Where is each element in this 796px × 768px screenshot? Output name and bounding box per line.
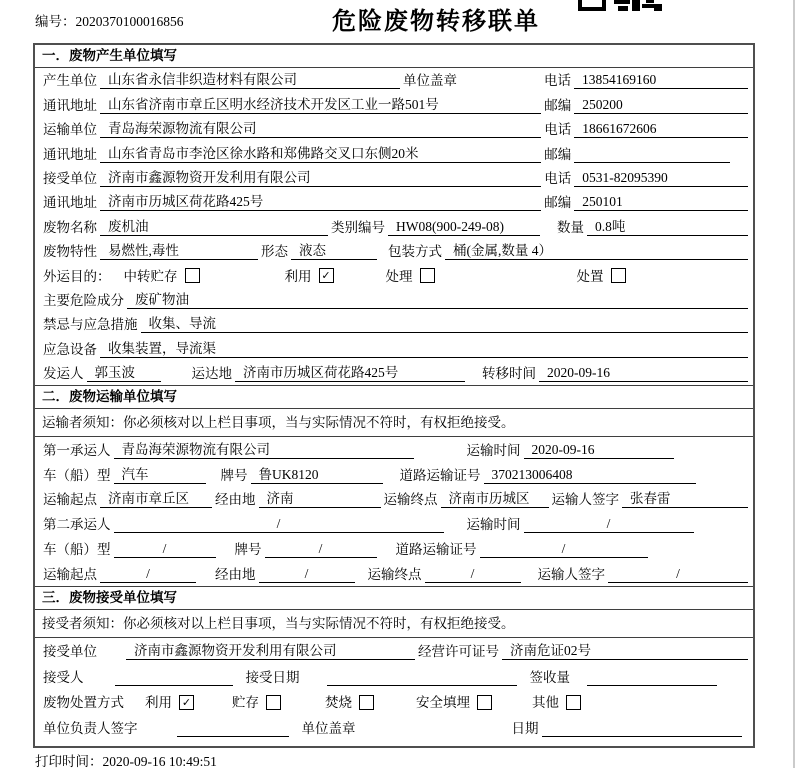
- transfer-date-label: 转移时间: [482, 366, 536, 382]
- transporter-address-value: 山东省青岛市李沧区徐水路和郑佛路交叉口东侧20米: [100, 142, 541, 163]
- vehicle-type1-label: 车（船）型: [43, 467, 111, 483]
- qr-code-fragment-icon: [578, 0, 662, 11]
- disposal-option-other: [532, 691, 581, 711]
- route-start1-label: 运输起点: [43, 492, 97, 508]
- transporter-unit-label: 运输单位: [43, 122, 97, 138]
- waste-character-value: 易燃性,毒性: [100, 239, 258, 260]
- transporter-sign1-value: 张春雷: [622, 487, 748, 508]
- route-end1-value: 济南市历城区: [441, 487, 549, 508]
- acceptor-value: [115, 685, 233, 686]
- disposal-option-storage-label: 贮存: [232, 695, 259, 711]
- field-row-transporter: [35, 117, 753, 141]
- purpose-option-dispose-label: 处置: [576, 268, 604, 284]
- taboo-measures-value: 收集、导流: [141, 312, 749, 333]
- receiver-zip-label: 邮编: [544, 195, 572, 211]
- road-permit1-label: 道路运输证号: [399, 467, 481, 483]
- transfer-purpose-label: 外运目的：: [43, 268, 111, 284]
- section-1-header: 一．废物产生单位填写: [35, 45, 753, 68]
- transporter-notice: 运输者须知：你必须核对以上栏目事项，当与实际情况不符时，有权拒绝接受。: [35, 409, 753, 437]
- disposal-option-landfill-label: 安全填埋: [416, 695, 470, 711]
- producer-address-value: 山东省济南市章丘区明水经济技术开发区工业一路501号: [100, 93, 541, 114]
- form-value: 液态: [291, 239, 377, 260]
- destination-label: 运达地: [191, 366, 232, 382]
- receiver-address-label: 通讯地址: [43, 195, 97, 211]
- purpose-option-utilize: [285, 265, 334, 285]
- accept-date-label: 接受日期: [245, 669, 300, 685]
- plate1-value: 鲁UK8120: [251, 463, 383, 484]
- field-row-waste-character: [35, 239, 753, 263]
- plate2-label: 牌号: [234, 542, 262, 558]
- waste-name-value: 废机油: [100, 215, 328, 236]
- disposal-option-storage: [232, 691, 281, 711]
- purpose-dispose-checkbox: [611, 268, 626, 283]
- purpose-option-dispose: [577, 265, 626, 285]
- acceptor-label: 接受人: [43, 669, 84, 685]
- field-row-transporter-address: [35, 141, 753, 165]
- signed-qty-label: 签收量: [529, 669, 570, 685]
- field-row-carrier1: [35, 437, 753, 462]
- disposal-storage-checkbox: [266, 695, 281, 710]
- plate2-value: /: [265, 541, 377, 558]
- transporter-zip-value: [574, 162, 730, 163]
- field-row-receiver-address: [35, 190, 753, 214]
- receiver-unit-label: 接受单位: [43, 170, 97, 186]
- print-time: [35, 750, 217, 768]
- section-3-header: 三．废物接受单位填写: [35, 586, 753, 610]
- waste-character-label: 废物特性: [43, 244, 97, 260]
- accept-unit-label: 接受单位: [43, 644, 97, 660]
- transporter-address-label: 通讯地址: [43, 146, 97, 162]
- purpose-treat-checkbox: [420, 268, 435, 283]
- print-time-value: 2020-09-16 10:49:51: [102, 754, 217, 768]
- transporter-unit-value: 青岛海荣源物流有限公司: [100, 117, 541, 138]
- packing-label: 包装方式: [388, 244, 442, 260]
- unit-seal-label-2: 单位盖章: [301, 720, 356, 736]
- seal-date-value: [542, 736, 742, 737]
- producer-unit-label: 产生单位: [43, 73, 97, 89]
- plate1-label: 牌号: [220, 467, 248, 483]
- route-via2-label: 经由地: [215, 566, 256, 582]
- transport-time1-value: 2020-09-16: [524, 442, 674, 459]
- route-via1-label: 经由地: [215, 492, 256, 508]
- route-end2-label: 运输终点: [367, 566, 422, 582]
- transfer-form-table: [33, 43, 755, 748]
- emergency-equipment-label: 应急设备: [43, 341, 97, 357]
- doc-number: [35, 10, 184, 30]
- field-row-carrier2: [35, 511, 753, 536]
- disposal-method-label: 废物处置方式: [43, 695, 124, 711]
- field-row-emergency-equipment: [35, 336, 753, 360]
- transport-time2-label: 运输时间: [466, 517, 521, 533]
- category-code-label: 类别编号: [331, 219, 385, 235]
- field-row-receiver: [35, 166, 753, 190]
- field-row-acceptor: [35, 663, 753, 689]
- producer-phone-label: 电话: [544, 73, 571, 89]
- purpose-option-storage: [124, 265, 200, 285]
- route-end2-value: /: [425, 566, 521, 583]
- receiver-address-value: 济南市历城区荷花路425号: [100, 190, 541, 211]
- purpose-storage-checkbox: [185, 268, 200, 283]
- transfer-date-value: 2020-09-16: [539, 365, 748, 382]
- vehicle-type1-value: 汽车: [114, 463, 206, 484]
- receiver-notice: 接受者须知：你必须核对以上栏目事项，当与实际情况不符时，有权拒绝接受。: [35, 610, 753, 638]
- field-row-accept-unit: [35, 638, 753, 664]
- license-no-value: 济南危证02号: [502, 639, 748, 660]
- producer-zip-label: 邮编: [544, 97, 572, 113]
- accept-unit-value: 济南市鑫源物资开发利用有限公司: [126, 639, 415, 660]
- field-row-taboo-measures: [35, 312, 753, 336]
- route-start1-value: 济南市章丘区: [100, 487, 212, 508]
- transporter-phone-label: 电话: [544, 122, 572, 138]
- field-row-route1: [35, 487, 753, 512]
- producer-zip-value: 250200: [574, 97, 748, 114]
- hazard-component-label: 主要危险成分: [43, 292, 124, 308]
- vehicle-type2-value: /: [114, 541, 216, 558]
- field-row-route2: [35, 561, 753, 586]
- field-row-shipper: [35, 361, 753, 385]
- purpose-option-storage-label: 中转贮存: [123, 268, 178, 284]
- license-no-label: 经营许可证号: [417, 644, 499, 660]
- shipper-value: 郭玉波: [87, 361, 161, 382]
- taboo-measures-label: 禁忌与应急措施: [43, 317, 138, 333]
- waste-name-label: 废物名称: [43, 219, 97, 235]
- purpose-utilize-checkbox: ✓: [319, 268, 334, 283]
- carrier1-label: 第一承运人: [43, 442, 111, 458]
- seal-date-label: 日期: [511, 720, 539, 736]
- packing-value: 桶(金属,数量 4）: [445, 239, 748, 260]
- disposal-other-checkbox: [566, 695, 581, 710]
- receiver-unit-value: 济南市鑫源物资开发利用有限公司: [100, 166, 541, 187]
- carrier2-value: /: [114, 516, 444, 533]
- receiver-phone-value: 0531-82095390: [574, 170, 748, 187]
- route-via2-value: /: [259, 566, 355, 583]
- purpose-option-treat: [386, 265, 435, 285]
- page-title: 危险废物转移联单: [332, 8, 540, 35]
- disposal-option-utilize-label: 利用: [145, 695, 172, 711]
- field-row-vehicle2: [35, 536, 753, 561]
- carrier2-label: 第二承运人: [43, 517, 111, 533]
- disposal-utilize-checkbox: ✓: [179, 695, 194, 710]
- section-2-header: 二．废物运输单位填写: [35, 385, 753, 409]
- transporter-zip-label: 邮编: [544, 146, 572, 162]
- field-row-waste-name: [35, 214, 753, 238]
- route-via1-value: 济南: [259, 487, 381, 508]
- emergency-equipment-value: 收集装置，导流渠: [100, 337, 748, 358]
- road-permit1-value: 370213006408: [484, 467, 696, 484]
- purpose-option-utilize-label: 利用: [284, 268, 312, 284]
- receiver-phone-label: 电话: [544, 170, 572, 186]
- quantity-label: 数量: [557, 219, 584, 235]
- field-row-producer: [35, 68, 753, 92]
- disposal-option-other-label: 其他: [532, 695, 559, 711]
- destination-value: 济南市历城区荷花路425号: [235, 361, 465, 382]
- purpose-option-treat-label: 处理: [385, 268, 413, 284]
- producer-address-label: 通讯地址: [43, 97, 97, 113]
- unit-seal-label: 单位盖章: [403, 73, 457, 89]
- field-row-disposal-method: [35, 689, 753, 715]
- route-start2-label: 运输起点: [43, 566, 97, 582]
- field-row-transfer-purpose: [35, 263, 753, 287]
- carrier1-value: 青岛海荣源物流有限公司: [114, 438, 414, 459]
- disposal-landfill-checkbox: [477, 695, 492, 710]
- transporter-sign2-label: 运输人签字: [537, 566, 605, 582]
- page-edge-divider: [793, 0, 795, 768]
- transporter-sign1-label: 运输人签字: [551, 492, 619, 508]
- disposal-option-incinerate: [325, 691, 374, 711]
- form-label: 形态: [261, 244, 288, 260]
- transport-time2-value: /: [524, 516, 694, 533]
- field-row-vehicle1: [35, 462, 753, 487]
- vehicle-type2-label: 车（船）型: [43, 542, 111, 558]
- transport-time1-label: 运输时间: [466, 442, 521, 458]
- quantity-value: 0.8吨: [587, 215, 748, 236]
- transporter-phone-value: 18661672606: [574, 121, 748, 138]
- responsible-sign-label: 单位负责人签字: [43, 720, 138, 736]
- transporter-sign2-value: /: [608, 566, 748, 583]
- hazard-component-value: 废矿物油: [127, 288, 748, 309]
- field-row-responsible-sign: [35, 714, 753, 740]
- accept-date-value: [327, 685, 517, 686]
- field-row-hazard-component: [35, 288, 753, 312]
- category-code-value: HW08(900-249-08): [388, 219, 540, 236]
- producer-unit-value: 山东省永信非织造材料有限公司: [100, 68, 400, 89]
- disposal-option-incinerate-label: 焚烧: [325, 695, 352, 711]
- doc-number-label: 编号：: [35, 14, 76, 29]
- shipper-label: 发运人: [43, 366, 84, 382]
- receiver-zip-value: 250101: [574, 194, 748, 211]
- field-row-producer-address: [35, 92, 753, 116]
- disposal-option-utilize: [145, 691, 194, 711]
- disposal-incinerate-checkbox: [359, 695, 374, 710]
- route-end1-label: 运输终点: [383, 492, 438, 508]
- doc-number-value: 2020370100016856: [75, 14, 184, 29]
- road-permit2-value: /: [480, 541, 648, 558]
- producer-phone-value: 13854169160: [574, 72, 748, 89]
- print-time-label: 打印时间：: [35, 754, 103, 768]
- disposal-option-landfill: [416, 691, 492, 711]
- signed-qty-value: [587, 685, 717, 686]
- road-permit2-label: 道路运输证号: [395, 542, 477, 558]
- responsible-sign-value: [177, 736, 289, 737]
- route-start2-value: /: [100, 566, 196, 583]
